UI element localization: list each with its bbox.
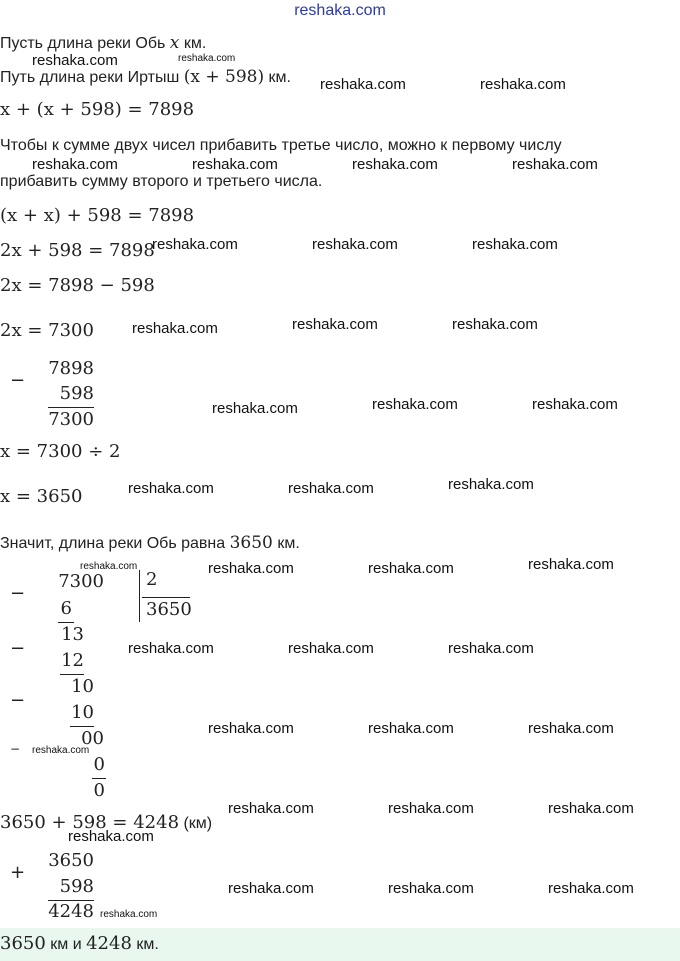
watermark: reshaka.com <box>532 396 618 413</box>
addend-2: 598 <box>59 876 94 897</box>
equation-5: 2x = 7300 <box>0 320 94 341</box>
step-remainder: 10 <box>71 676 94 697</box>
rule-line-2: прибавить сумму второго и третьего числа. <box>0 173 323 190</box>
step-line <box>58 622 74 623</box>
text: км. <box>179 35 207 52</box>
division-bar <box>139 570 140 622</box>
text: км. <box>264 69 291 86</box>
watermark: reshaka.com <box>548 800 634 817</box>
step-line <box>60 674 84 675</box>
addend-1: 3650 <box>48 850 94 871</box>
watermark: reshaka.com <box>132 320 218 337</box>
step-remainder: 0 <box>93 780 105 801</box>
watermark: reshaka.com <box>448 640 534 657</box>
text: км. <box>272 535 300 552</box>
expr: 3650 + 598 = 4248 <box>0 812 180 833</box>
watermark: reshaka.com <box>372 396 458 413</box>
text: км. <box>131 936 159 953</box>
equation-1: x + (x + 598) = 7898 <box>0 99 195 120</box>
watermark: reshaka.com <box>152 236 238 253</box>
difference: 7300 <box>48 409 94 430</box>
watermark: reshaka.com <box>208 720 294 737</box>
dividend: 7300 <box>58 571 104 592</box>
sum-line <box>48 407 94 408</box>
watermark: reshaka.com <box>100 909 158 920</box>
equation-6: x = 7300 ÷ 2 <box>0 441 121 462</box>
expr: (x + 598) <box>183 67 265 87</box>
subtrahend: 598 <box>59 383 94 404</box>
watermark: reshaka.com <box>178 53 236 64</box>
quotient-line <box>142 597 190 598</box>
minus-sign: − <box>10 690 26 711</box>
conclusion-line <box>0 533 300 553</box>
value: 4248 <box>86 933 132 954</box>
value: 3650 <box>229 533 273 553</box>
watermark: reshaka.com <box>528 720 614 737</box>
equation-4: 2x = 7898 − 598 <box>0 275 155 296</box>
watermark: reshaka.com <box>292 316 378 333</box>
watermark: reshaka.com <box>288 480 374 497</box>
watermark: reshaka.com <box>388 800 474 817</box>
step-line <box>92 778 106 779</box>
watermark: reshaka.com <box>212 400 298 417</box>
watermark: reshaka.com <box>128 480 214 497</box>
watermark: reshaka.com <box>228 880 314 897</box>
var-x: x <box>169 33 180 53</box>
value: 3650 <box>0 933 46 954</box>
watermark: reshaka.com <box>208 560 294 577</box>
intro-line-2 <box>0 67 291 87</box>
site-logo[interactable]: reshaka.com <box>294 2 386 19</box>
step-subtract: 10 <box>71 702 94 723</box>
step-remainder: 13 <box>61 624 84 645</box>
step-line <box>70 726 94 727</box>
watermark: reshaka.com <box>128 640 214 657</box>
watermark: reshaka.com <box>368 720 454 737</box>
divisor: 2 <box>146 569 158 590</box>
step-remainder: 00 <box>81 728 104 749</box>
watermark: reshaka.com <box>320 76 406 93</box>
text: Значит, длина реки Обь равна <box>0 535 230 552</box>
step-subtract: 6 <box>60 598 72 619</box>
watermark: reshaka.com <box>472 236 558 253</box>
watermark: reshaka.com <box>512 156 598 173</box>
watermark: reshaka.com <box>548 880 634 897</box>
intro-line-1 <box>0 33 206 53</box>
watermark: reshaka.com <box>68 828 154 845</box>
watermark: reshaka.com <box>228 800 314 817</box>
minus-sign: − <box>10 370 26 391</box>
minus-sign: − <box>10 638 26 659</box>
equation-2: (x + x) + 598 = 7898 <box>0 205 195 226</box>
watermark: reshaka.com <box>352 156 438 173</box>
step-subtract: 12 <box>61 650 84 671</box>
minuend: 7898 <box>48 358 94 379</box>
watermark: reshaka.com <box>388 880 474 897</box>
minus-sign: − <box>10 742 21 756</box>
unit: (км) <box>179 815 213 832</box>
text: Путь длина реки Иртыш <box>0 69 184 86</box>
sum: 4248 <box>48 901 94 922</box>
text: Пусть длина реки Обь <box>0 35 170 52</box>
watermark: reshaka.com <box>448 476 534 493</box>
watermark: reshaka.com <box>288 640 374 657</box>
watermark: reshaka.com <box>452 316 538 333</box>
rule-line-1: Чтобы к сумме двух чисел прибавить третье число, можно к первому числу <box>0 137 562 154</box>
watermark: reshaka.com <box>480 76 566 93</box>
watermark: reshaka.com <box>368 560 454 577</box>
watermark: reshaka.com <box>528 556 614 573</box>
watermark: reshaka.com <box>192 156 278 173</box>
step-subtract: 0 <box>93 754 105 775</box>
answer-text <box>0 933 159 954</box>
text: км и <box>45 936 87 953</box>
watermark: reshaka.com <box>312 236 398 253</box>
answer-box <box>0 928 680 961</box>
watermark: reshaka.com <box>32 156 118 173</box>
minus-sign: − <box>10 583 26 604</box>
equation-3: 2x + 598 = 7898 <box>0 240 155 261</box>
quotient: 3650 <box>146 599 192 620</box>
watermark: reshaka.com <box>80 561 138 572</box>
plus-sign: + <box>10 862 26 883</box>
watermark: reshaka.com <box>32 745 90 756</box>
watermark: reshaka.com <box>32 52 118 69</box>
equation-7: x = 3650 <box>0 486 83 507</box>
